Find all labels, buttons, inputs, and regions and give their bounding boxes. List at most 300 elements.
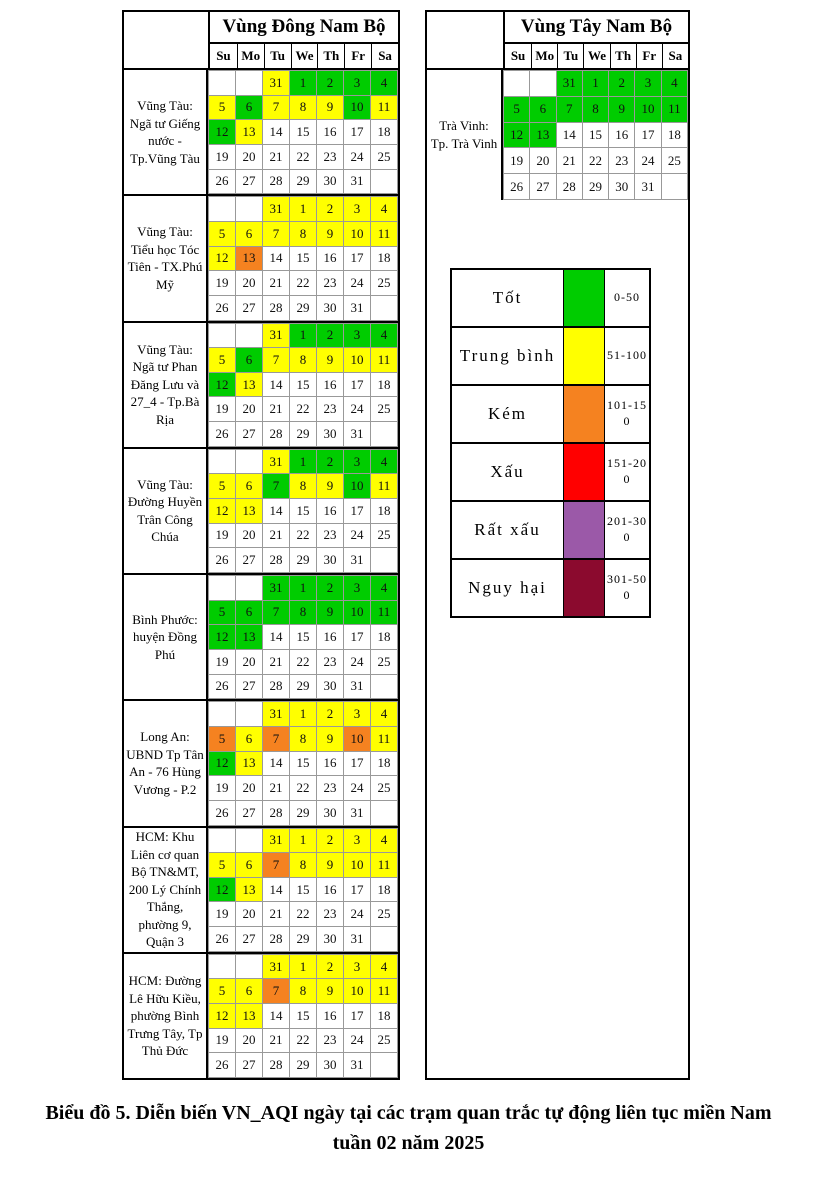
legend-color-swatch [563, 386, 605, 442]
day-cell: 4 [371, 449, 398, 474]
station-label: Trà Vinh: Tp. Trà Vinh [427, 70, 503, 200]
day-cell: 10 [344, 95, 371, 120]
day-cell: 5 [209, 600, 236, 625]
day-cell: 8 [290, 221, 317, 246]
day-cell: 28 [263, 927, 290, 952]
figure-caption-line1: Biểu đồ 5. Diễn biến VN_AQI ngày tại các trạm quan trắc tự động liên tục miền Nam [45, 1102, 772, 1124]
day-cell: 13 [236, 1004, 263, 1029]
day-cell: 5 [209, 348, 236, 373]
weekday-th: Th [317, 44, 344, 68]
day-cell: 26 [209, 1053, 236, 1078]
day-cell: 12 [209, 877, 236, 902]
day-cell: 15 [290, 751, 317, 776]
day-cell: 5 [504, 96, 530, 122]
day-cell: 24 [344, 902, 371, 927]
day-cell: 9 [317, 600, 344, 625]
day-cell: 2 [317, 197, 344, 222]
day-cell: 5 [209, 95, 236, 120]
day-cell: 24 [344, 144, 371, 169]
day-cell: 22 [290, 523, 317, 548]
day-cell: 6 [236, 979, 263, 1004]
day-cell: 15 [290, 1004, 317, 1029]
day-cell: 15 [582, 122, 608, 148]
day-cell: 30 [317, 1053, 344, 1078]
day-cell: 9 [317, 348, 344, 373]
day-cell: 11 [371, 95, 398, 120]
weekday-mo: Mo [531, 44, 557, 68]
day-cell: 24 [635, 148, 661, 174]
day-cell: 2 [317, 954, 344, 979]
day-cell: 9 [317, 979, 344, 1004]
day-cell: 31 [344, 295, 371, 320]
day-cell: 23 [317, 271, 344, 296]
day-cell: 14 [263, 877, 290, 902]
legend-category-label: Tốt [492, 288, 523, 307]
day-cell: 22 [290, 902, 317, 927]
empty-day-cell [209, 197, 236, 222]
day-cell: 19 [209, 649, 236, 674]
day-cell: 31 [263, 197, 290, 222]
station-calendar [208, 575, 398, 699]
day-cell: 20 [236, 776, 263, 801]
day-cell: 21 [263, 902, 290, 927]
day-cell: 30 [317, 674, 344, 699]
legend-color-swatch [563, 502, 605, 558]
day-cell: 29 [290, 548, 317, 573]
day-cell: 12 [209, 120, 236, 145]
day-cell: 30 [317, 169, 344, 194]
day-cell: 30 [317, 548, 344, 573]
legend-range: 101-150 [607, 398, 647, 428]
empty-day-cell [371, 422, 398, 447]
day-cell: 11 [661, 96, 687, 122]
station-label: HCM: Đường Lê Hữu Kiều, phường Bình Trưng Tây, Tp Thủ Đức [124, 954, 208, 1078]
day-cell: 24 [344, 776, 371, 801]
day-cell: 31 [344, 422, 371, 447]
day-cell: 16 [317, 625, 344, 650]
day-cell: 10 [344, 474, 371, 499]
day-cell: 27 [236, 927, 263, 952]
weekday-tu: Tu [557, 44, 583, 68]
legend-color-swatch [563, 444, 605, 500]
day-cell: 12 [209, 372, 236, 397]
day-cell: 20 [236, 144, 263, 169]
day-cell: 21 [263, 1028, 290, 1053]
day-cell: 28 [263, 422, 290, 447]
empty-day-cell [236, 702, 263, 727]
day-cell: 31 [344, 800, 371, 825]
day-cell: 18 [371, 120, 398, 145]
station-row [124, 449, 398, 575]
day-cell: 15 [290, 246, 317, 271]
day-cell: 31 [344, 927, 371, 952]
legend-category-label: Nguy hại [468, 578, 547, 597]
day-cell: 15 [290, 877, 317, 902]
day-cell: 21 [263, 397, 290, 422]
day-cell: 27 [236, 674, 263, 699]
day-cell: 4 [371, 828, 398, 853]
legend-row [452, 502, 649, 560]
day-cell: 21 [263, 776, 290, 801]
empty-day-cell [371, 295, 398, 320]
station-row [124, 828, 398, 954]
day-cell: 13 [236, 120, 263, 145]
day-cell: 24 [344, 649, 371, 674]
day-cell: 29 [290, 422, 317, 447]
day-cell: 13 [236, 372, 263, 397]
legend-category-label: Rất xấu [474, 520, 541, 539]
station-label: Long An: UBND Tp Tân An - 76 Hùng Vương - P.2 [124, 701, 208, 825]
day-cell: 1 [582, 71, 608, 97]
day-cell: 14 [263, 499, 290, 524]
day-cell: 2 [317, 323, 344, 348]
day-cell: 3 [344, 71, 371, 96]
day-cell: 15 [290, 372, 317, 397]
day-cell: 10 [344, 853, 371, 878]
day-cell: 13 [236, 625, 263, 650]
day-cell: 21 [263, 523, 290, 548]
empty-day-cell [371, 169, 398, 194]
day-cell: 29 [290, 169, 317, 194]
day-cell: 26 [209, 800, 236, 825]
region-east-table [122, 10, 400, 1080]
day-cell: 19 [209, 397, 236, 422]
legend-range: 201-300 [607, 514, 647, 544]
station-calendar [208, 701, 398, 825]
empty-day-cell [209, 702, 236, 727]
day-cell: 13 [236, 246, 263, 271]
day-cell: 28 [263, 295, 290, 320]
day-cell: 27 [236, 548, 263, 573]
day-cell: 20 [236, 523, 263, 548]
day-cell: 12 [209, 246, 236, 271]
weekday-we: We [583, 44, 609, 68]
day-cell: 7 [263, 853, 290, 878]
region-west-header [427, 12, 688, 70]
day-cell: 21 [263, 271, 290, 296]
day-cell: 31 [344, 1053, 371, 1078]
day-cell: 22 [582, 148, 608, 174]
day-cell: 8 [290, 95, 317, 120]
day-cell: 16 [317, 751, 344, 776]
day-cell: 9 [317, 95, 344, 120]
station-row [124, 954, 398, 1078]
empty-day-cell [209, 828, 236, 853]
day-cell: 19 [209, 1028, 236, 1053]
day-cell: 9 [609, 96, 635, 122]
day-cell: 6 [530, 96, 556, 122]
day-cell: 14 [263, 751, 290, 776]
weekday-tu: Tu [264, 44, 291, 68]
day-cell: 12 [209, 751, 236, 776]
day-cell: 12 [209, 499, 236, 524]
day-cell: 26 [209, 548, 236, 573]
day-cell: 21 [263, 144, 290, 169]
day-cell: 8 [290, 979, 317, 1004]
empty-day-cell [371, 927, 398, 952]
day-cell: 28 [263, 169, 290, 194]
day-cell: 25 [371, 902, 398, 927]
station-label: Bình Phước: huyện Đồng Phú [124, 575, 208, 699]
weekday-fr: Fr [344, 44, 371, 68]
day-cell: 18 [371, 246, 398, 271]
station-row [427, 70, 688, 200]
day-cell: 8 [290, 600, 317, 625]
empty-day-cell [530, 71, 556, 97]
day-cell: 18 [371, 877, 398, 902]
day-cell: 27 [236, 169, 263, 194]
day-cell: 6 [236, 474, 263, 499]
day-cell: 24 [344, 523, 371, 548]
station-calendar [208, 449, 398, 573]
day-cell: 23 [609, 148, 635, 174]
day-cell: 23 [317, 144, 344, 169]
day-cell: 17 [344, 372, 371, 397]
day-cell: 29 [290, 295, 317, 320]
day-cell: 19 [209, 271, 236, 296]
station-label: HCM: Khu Liên cơ quan Bộ TN&MT, 200 Lý Chính Thắng, phường 9, Quận 3 [124, 828, 208, 952]
day-cell: 2 [609, 71, 635, 97]
day-cell: 6 [236, 853, 263, 878]
day-cell: 10 [344, 348, 371, 373]
label-column-spacer [427, 12, 505, 68]
day-cell: 1 [290, 71, 317, 96]
day-cell: 26 [209, 674, 236, 699]
day-cell: 22 [290, 649, 317, 674]
day-cell: 4 [371, 702, 398, 727]
day-cell: 18 [661, 122, 687, 148]
day-cell: 25 [371, 144, 398, 169]
day-cell: 1 [290, 576, 317, 601]
day-cell: 17 [344, 120, 371, 145]
station-calendar [208, 828, 398, 952]
day-cell: 16 [317, 499, 344, 524]
day-cell: 3 [344, 576, 371, 601]
day-cell: 18 [371, 751, 398, 776]
day-cell: 17 [344, 1004, 371, 1029]
day-cell: 16 [609, 122, 635, 148]
day-cell: 31 [344, 674, 371, 699]
station-calendar [208, 954, 398, 1078]
station-row [124, 196, 398, 322]
empty-day-cell [209, 954, 236, 979]
weekday-header [210, 44, 398, 68]
day-cell: 22 [290, 271, 317, 296]
station-row [124, 575, 398, 701]
day-cell: 29 [290, 1053, 317, 1078]
day-cell: 6 [236, 600, 263, 625]
day-cell: 31 [635, 174, 661, 200]
legend-row [452, 560, 649, 616]
day-cell: 30 [609, 174, 635, 200]
day-cell: 1 [290, 702, 317, 727]
day-cell: 21 [263, 649, 290, 674]
station-label: Vũng Tàu: Đường Huyền Trân Công Chúa [124, 449, 208, 573]
day-cell: 24 [344, 1028, 371, 1053]
day-cell: 7 [263, 726, 290, 751]
legend-range: 151-200 [607, 456, 647, 486]
legend-color-swatch [563, 560, 605, 616]
weekday-su: Su [216, 48, 231, 63]
figure-caption-line2: tuần 02 năm 2025 [332, 1132, 485, 1154]
weekday-sa: Sa [371, 44, 398, 68]
day-cell: 25 [661, 148, 687, 174]
day-cell: 19 [209, 144, 236, 169]
day-cell: 17 [344, 751, 371, 776]
day-cell: 20 [236, 397, 263, 422]
day-cell: 8 [290, 726, 317, 751]
day-cell: 18 [371, 625, 398, 650]
region-west-header-right [505, 12, 688, 68]
empty-day-cell [236, 197, 263, 222]
day-cell: 31 [263, 71, 290, 96]
day-cell: 22 [290, 776, 317, 801]
day-cell: 16 [317, 877, 344, 902]
day-cell: 9 [317, 221, 344, 246]
day-cell: 28 [263, 800, 290, 825]
day-cell: 12 [209, 1004, 236, 1029]
empty-day-cell [371, 1053, 398, 1078]
day-cell: 27 [236, 295, 263, 320]
day-cell: 15 [290, 120, 317, 145]
day-cell: 10 [344, 979, 371, 1004]
empty-day-cell [236, 323, 263, 348]
label-column-spacer [124, 12, 210, 68]
day-cell: 22 [290, 144, 317, 169]
day-cell: 3 [344, 323, 371, 348]
station-label: Vũng Tàu: Tiểu học Tóc Tiên - TX.Phú Mỹ [124, 196, 208, 320]
day-cell: 4 [661, 71, 687, 97]
day-cell: 1 [290, 449, 317, 474]
station-calendar [208, 196, 398, 320]
day-cell: 11 [371, 348, 398, 373]
day-cell: 28 [556, 174, 582, 200]
day-cell: 15 [290, 625, 317, 650]
empty-day-cell [209, 449, 236, 474]
day-cell: 31 [263, 702, 290, 727]
day-cell: 6 [236, 221, 263, 246]
empty-day-cell [504, 71, 530, 97]
day-cell: 11 [371, 853, 398, 878]
day-cell: 31 [263, 449, 290, 474]
day-cell: 4 [371, 954, 398, 979]
day-cell: 23 [317, 397, 344, 422]
day-cell: 19 [209, 523, 236, 548]
day-cell: 3 [344, 197, 371, 222]
weekday-header [505, 44, 688, 68]
day-cell: 10 [344, 221, 371, 246]
region-west-empty-area [427, 574, 688, 1078]
day-cell: 5 [209, 726, 236, 751]
day-cell: 5 [209, 221, 236, 246]
day-cell: 25 [371, 271, 398, 296]
day-cell: 9 [317, 726, 344, 751]
day-cell: 23 [317, 902, 344, 927]
day-cell: 26 [209, 927, 236, 952]
day-cell: 14 [263, 246, 290, 271]
region-east-header-right [210, 12, 398, 68]
day-cell: 31 [263, 828, 290, 853]
day-cell: 8 [290, 474, 317, 499]
day-cell: 30 [317, 800, 344, 825]
day-cell: 10 [344, 726, 371, 751]
day-cell: 30 [317, 422, 344, 447]
day-cell: 1 [290, 954, 317, 979]
day-cell: 27 [236, 800, 263, 825]
day-cell: 16 [317, 1004, 344, 1029]
aqi-legend [450, 268, 651, 618]
legend-range: 0-50 [614, 290, 640, 305]
day-cell: 22 [290, 1028, 317, 1053]
day-cell: 8 [582, 96, 608, 122]
empty-day-cell [236, 449, 263, 474]
empty-day-cell [236, 71, 263, 96]
day-cell: 13 [236, 499, 263, 524]
day-cell: 20 [236, 649, 263, 674]
day-cell: 4 [371, 197, 398, 222]
day-cell: 5 [209, 853, 236, 878]
day-cell: 31 [263, 954, 290, 979]
day-cell: 16 [317, 372, 344, 397]
day-cell: 27 [236, 1053, 263, 1078]
empty-day-cell [371, 548, 398, 573]
legend-row [452, 270, 649, 328]
day-cell: 28 [263, 1053, 290, 1078]
day-cell: 11 [371, 221, 398, 246]
day-cell: 11 [371, 726, 398, 751]
day-cell: 11 [371, 979, 398, 1004]
day-cell: 3 [344, 449, 371, 474]
station-label: Vũng Tàu: Ngã tư Phan Đăng Lưu và 27_4 - Tp.Bà Rịa [124, 323, 208, 447]
day-cell: 23 [317, 776, 344, 801]
day-cell: 7 [263, 979, 290, 1004]
empty-day-cell [661, 174, 687, 200]
day-cell: 27 [236, 422, 263, 447]
day-cell: 19 [209, 902, 236, 927]
day-cell: 7 [263, 474, 290, 499]
legend-row [452, 386, 649, 444]
day-cell: 13 [236, 877, 263, 902]
day-cell: 4 [371, 576, 398, 601]
day-cell: 8 [290, 853, 317, 878]
day-cell: 10 [635, 96, 661, 122]
empty-day-cell [236, 954, 263, 979]
station-row [124, 701, 398, 827]
day-cell: 4 [371, 323, 398, 348]
day-cell: 18 [371, 1004, 398, 1029]
day-cell: 7 [263, 221, 290, 246]
figure-caption [0, 1098, 817, 1158]
day-cell: 19 [504, 148, 530, 174]
day-cell: 26 [504, 174, 530, 200]
day-cell: 31 [263, 323, 290, 348]
day-cell: 7 [263, 95, 290, 120]
day-cell: 23 [317, 1028, 344, 1053]
day-cell: 13 [236, 751, 263, 776]
day-cell: 17 [344, 625, 371, 650]
day-cell: 27 [530, 174, 556, 200]
day-cell: 9 [317, 474, 344, 499]
day-cell: 14 [263, 120, 290, 145]
day-cell: 3 [635, 71, 661, 97]
day-cell: 20 [236, 902, 263, 927]
day-cell: 24 [344, 271, 371, 296]
day-cell: 17 [635, 122, 661, 148]
day-cell: 4 [371, 71, 398, 96]
day-cell: 5 [209, 979, 236, 1004]
day-cell: 23 [317, 523, 344, 548]
day-cell: 2 [317, 71, 344, 96]
